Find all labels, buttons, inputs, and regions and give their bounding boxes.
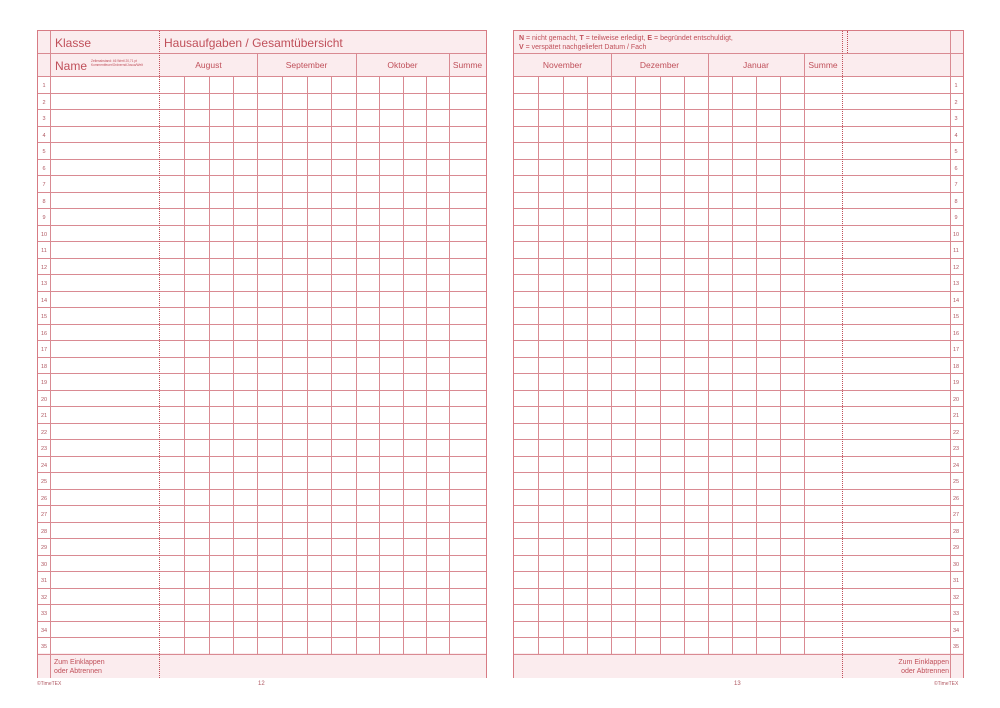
- row-number: 32: [40, 594, 48, 601]
- month-september: September: [285, 60, 328, 70]
- row-number: 21: [40, 413, 48, 419]
- row-number: 2: [42, 99, 46, 106]
- header-divider: [38, 53, 486, 54]
- row-number: 27: [952, 512, 960, 518]
- column-line: [538, 76, 539, 654]
- name-hint: Zellenabstand: 46 Wertl 20,71 pt Kommentfeuer/Ordnernd/Josua/Welt: [91, 59, 143, 67]
- row-number: 18: [952, 363, 960, 370]
- month-oktober: Oktober: [387, 60, 418, 70]
- row-line: [38, 439, 486, 440]
- column-line: [257, 53, 258, 654]
- column-line: [611, 53, 612, 654]
- summe-label: Summe: [808, 60, 838, 70]
- column-line: [282, 76, 283, 654]
- summe-label: Summe: [452, 60, 483, 70]
- row-line: [514, 588, 963, 589]
- row-line: [38, 291, 486, 292]
- row-number: 19: [952, 380, 960, 386]
- row-number: 33: [952, 611, 960, 617]
- row-line: [514, 192, 963, 193]
- row-line: [514, 175, 963, 176]
- page-number-left: 12: [258, 681, 265, 687]
- column-line: [732, 76, 733, 654]
- footer-shade: [38, 653, 486, 678]
- row-number: 13: [952, 281, 960, 287]
- row-line: [514, 241, 963, 242]
- row-line: [514, 357, 963, 358]
- header-divider: [514, 53, 963, 54]
- row-line: [514, 390, 963, 391]
- row-line: [514, 159, 963, 160]
- row-line: [514, 258, 963, 259]
- row-number: 10: [952, 231, 960, 238]
- month-januar: Januar: [743, 60, 769, 70]
- row-line: [38, 93, 486, 94]
- header-bottom-line: [514, 76, 963, 77]
- row-number: 29: [952, 545, 960, 551]
- row-number: 28: [952, 528, 960, 535]
- row-line: [38, 390, 486, 391]
- row-line: [38, 192, 486, 193]
- column-line: [449, 53, 450, 654]
- row-number: 20: [40, 396, 48, 403]
- column-line: [426, 76, 427, 654]
- column-line: [233, 76, 234, 654]
- row-line: [514, 489, 963, 490]
- row-line: [514, 93, 963, 94]
- row-line: [514, 291, 963, 292]
- row-line: [38, 109, 486, 110]
- fold-note: Zum Einklappen oder Abtrennen: [54, 659, 105, 675]
- row-number: 31: [952, 578, 960, 584]
- column-line: [307, 76, 308, 654]
- row-line: [38, 126, 486, 127]
- row-number: 14: [40, 297, 48, 304]
- row-number: 8: [954, 198, 958, 205]
- row-line: [38, 472, 486, 473]
- row-number: 26: [40, 495, 48, 502]
- row-line: [38, 373, 486, 374]
- row-line: [514, 505, 963, 506]
- row-line: [514, 423, 963, 424]
- row-number: 3: [954, 116, 958, 122]
- row-number: 11: [953, 248, 959, 254]
- row-line: [514, 522, 963, 523]
- row-number: 12: [40, 264, 48, 271]
- row-number: 17: [952, 347, 960, 353]
- row-number: 4: [954, 132, 958, 139]
- header-bottom-line: [38, 76, 486, 77]
- row-number: 34: [40, 627, 48, 634]
- row-line: [38, 340, 486, 341]
- column-line: [804, 53, 805, 654]
- row-line: [514, 208, 963, 209]
- row-number: 24: [952, 462, 960, 469]
- row-number: 30: [952, 561, 960, 568]
- row-line: [514, 571, 963, 572]
- month-november: November: [542, 60, 583, 70]
- row-number: 20: [952, 396, 960, 403]
- row-line: [38, 175, 486, 176]
- row-number: 23: [952, 446, 960, 452]
- row-line: [514, 126, 963, 127]
- row-line: [38, 225, 486, 226]
- row-number: 24: [40, 462, 48, 469]
- row-number: 15: [40, 314, 48, 320]
- row-number: 17: [40, 347, 48, 353]
- row-line: [514, 225, 963, 226]
- row-number: 3: [42, 116, 46, 122]
- row-line: [38, 423, 486, 424]
- legend: [519, 34, 733, 52]
- row-number: 16: [952, 330, 960, 337]
- row-line: [38, 456, 486, 457]
- row-line: [38, 357, 486, 358]
- left-page: [37, 30, 487, 678]
- row-number: 6: [954, 165, 958, 172]
- page-number-right: 13: [734, 681, 741, 687]
- row-line: [38, 571, 486, 572]
- row-line: [38, 555, 486, 556]
- row-number: 13: [40, 281, 48, 287]
- row-number: 19: [40, 380, 48, 386]
- row-line: [514, 621, 963, 622]
- row-number: 35: [40, 644, 48, 650]
- row-number: 11: [41, 248, 47, 254]
- row-line: [514, 406, 963, 407]
- row-number: 8: [42, 198, 46, 205]
- row-line: [514, 274, 963, 275]
- row-line: [514, 373, 963, 374]
- row-line: [38, 159, 486, 160]
- row-number: 35: [952, 644, 960, 650]
- klasse-label: Klasse: [55, 36, 92, 50]
- row-number: 9: [42, 215, 46, 221]
- row-number: 5: [954, 149, 958, 155]
- row-line: [514, 555, 963, 556]
- row-number: 29: [40, 545, 48, 551]
- legend-line-1: N = nicht gemacht, T = teilweise erledigt, E = begründet entschuldigt,: [519, 35, 733, 42]
- row-number: 25: [40, 479, 48, 485]
- row-line: [514, 538, 963, 539]
- row-number: 33: [40, 611, 48, 617]
- row-number: 14: [952, 297, 960, 304]
- row-line: [38, 505, 486, 506]
- row-line: [514, 340, 963, 341]
- row-number: 16: [40, 330, 48, 337]
- fold-line: [842, 31, 843, 678]
- legend-line-2: V = verspätet nachgeliefert Datum / Fach: [519, 44, 647, 51]
- fold-note: Zum Einklappen oder Abtrennen: [898, 659, 949, 675]
- name-label: Name: [55, 59, 88, 73]
- row-number: 12: [952, 264, 960, 271]
- column-line: [587, 76, 588, 654]
- right-page: [513, 30, 964, 678]
- row-number: 30: [40, 561, 48, 568]
- row-number: 31: [40, 578, 48, 584]
- row-line: [38, 406, 486, 407]
- month-dezember: Dezember: [639, 60, 680, 70]
- column-line: [331, 76, 332, 654]
- row-line: [38, 307, 486, 308]
- row-number: 26: [952, 495, 960, 502]
- row-number: 22: [40, 429, 48, 436]
- row-line: [38, 489, 486, 490]
- row-line: [38, 208, 486, 209]
- page-title: Hausaufgaben / Gesamtübersicht: [164, 36, 343, 50]
- row-number: 18: [40, 363, 48, 370]
- row-number: 23: [40, 446, 48, 452]
- row-number: 5: [42, 149, 46, 155]
- row-line: [514, 324, 963, 325]
- row-line: [38, 258, 486, 259]
- row-line: [514, 637, 963, 638]
- row-line: [514, 654, 963, 655]
- copyright-left: ©TimeTEX: [37, 681, 62, 687]
- row-number: 21: [952, 413, 960, 419]
- column-line: [209, 76, 210, 654]
- column-line: [403, 76, 404, 654]
- row-line: [514, 439, 963, 440]
- row-number: 22: [952, 429, 960, 436]
- column-line: [635, 76, 636, 654]
- row-number: 28: [40, 528, 48, 535]
- row-number: 32: [952, 594, 960, 601]
- fold-line: [159, 31, 160, 678]
- row-number: 10: [40, 231, 48, 238]
- row-line: [514, 142, 963, 143]
- row-number: 25: [952, 479, 960, 485]
- column-line: [356, 53, 357, 654]
- column-line: [660, 76, 661, 654]
- column-line: [780, 76, 781, 654]
- row-line: [514, 109, 963, 110]
- column-line: [708, 53, 709, 654]
- copyright-right: ©TimeTEX: [934, 681, 959, 687]
- row-line: [38, 274, 486, 275]
- row-line: [38, 538, 486, 539]
- column-line: [50, 31, 51, 678]
- column-line: [184, 76, 185, 654]
- column-line: [563, 76, 564, 654]
- row-line: [38, 142, 486, 143]
- row-number: 4: [42, 132, 46, 139]
- row-number: 2: [954, 99, 958, 106]
- row-number: 27: [40, 512, 48, 518]
- row-line: [514, 604, 963, 605]
- row-line: [38, 637, 486, 638]
- row-number: 9: [954, 215, 958, 221]
- column-line: [756, 76, 757, 654]
- row-number: 1: [954, 83, 958, 89]
- row-line: [38, 604, 486, 605]
- column-line: [379, 76, 380, 654]
- row-line: [38, 621, 486, 622]
- row-line: [38, 324, 486, 325]
- row-number: 1: [42, 83, 46, 89]
- row-line: [38, 654, 486, 655]
- row-number: 7: [954, 182, 958, 188]
- row-line: [38, 241, 486, 242]
- row-line: [514, 472, 963, 473]
- row-number: 6: [42, 165, 46, 172]
- row-line: [38, 522, 486, 523]
- row-number: 7: [42, 182, 46, 188]
- row-number: 34: [952, 627, 960, 634]
- row-line: [38, 588, 486, 589]
- fold-line: [847, 31, 848, 53]
- row-line: [514, 456, 963, 457]
- month-august: August: [195, 60, 222, 70]
- column-line: [684, 76, 685, 654]
- row-line: [514, 307, 963, 308]
- row-number: 15: [952, 314, 960, 320]
